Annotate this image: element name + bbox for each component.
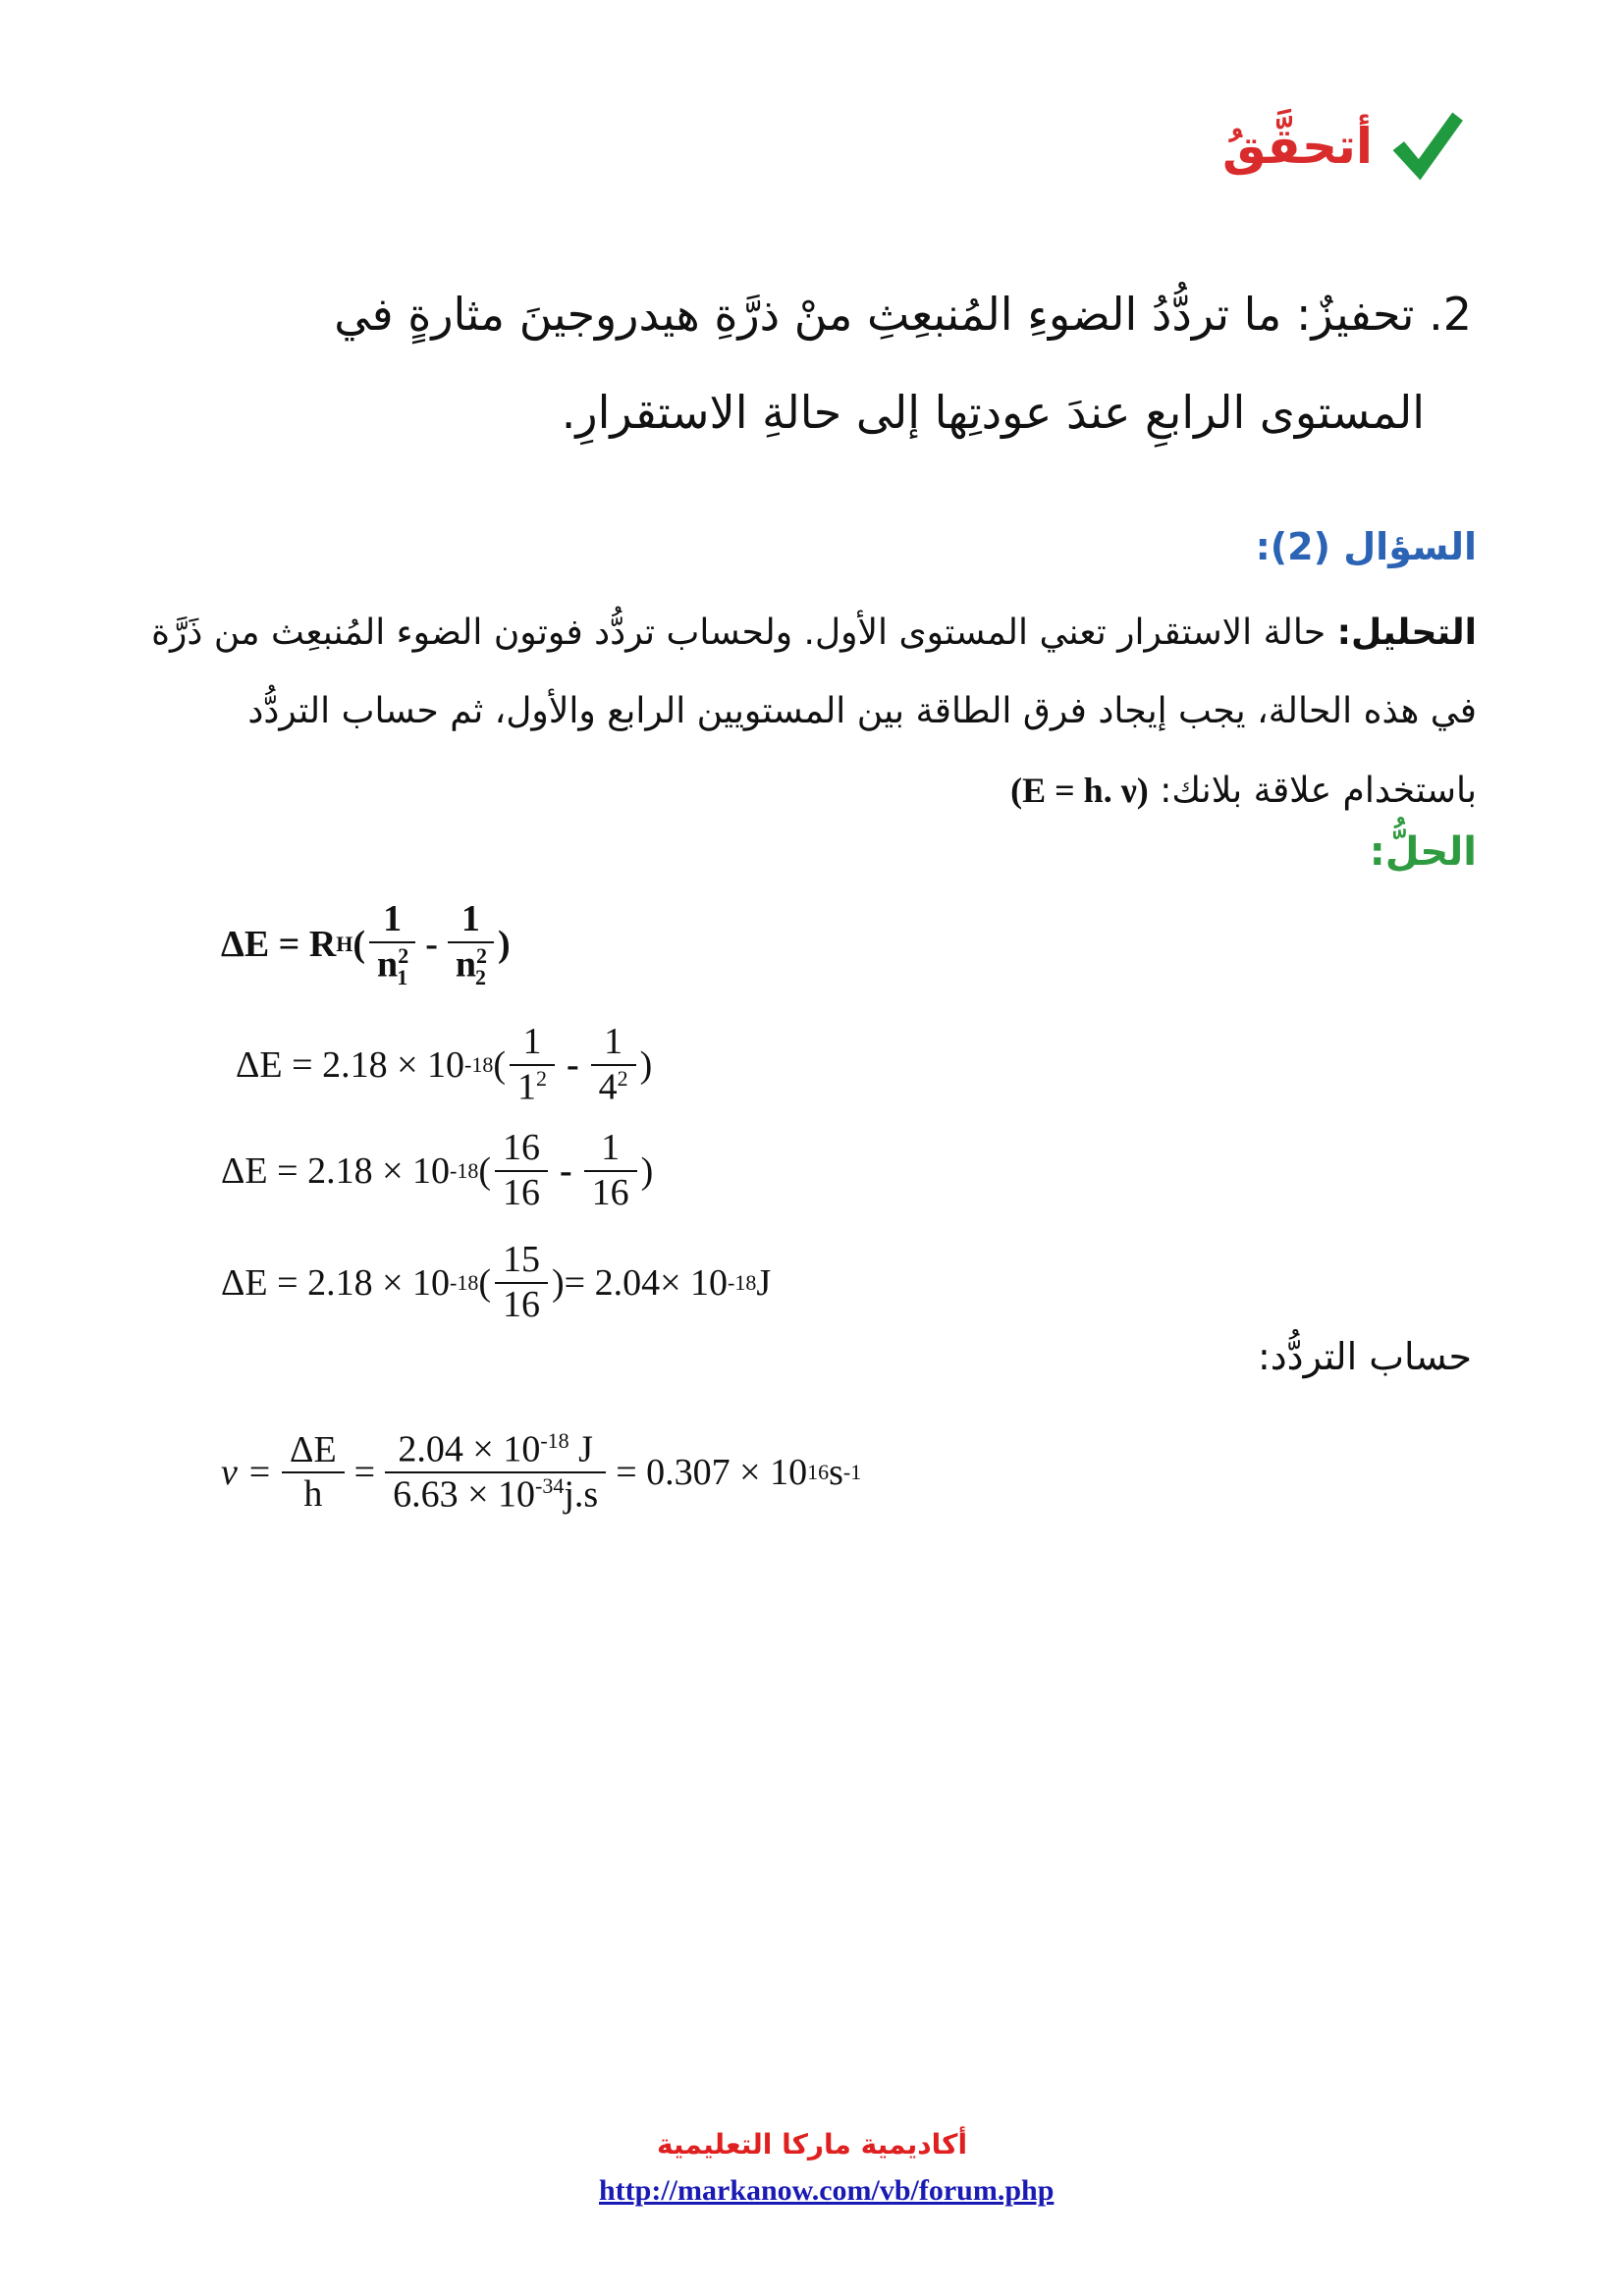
fraction-1-over-4sq: $\frac{1}{4^2}$ (591, 1021, 636, 1109)
footer-link[interactable]: http://markanow.com/vb/forum.php (599, 2174, 1055, 2207)
equation-rydberg: ΔE = R H ( $\frac{1}{n^2_1}$ - $\frac{1}{n^2_2}$ ) (221, 898, 511, 989)
equation-common-denominator: ΔE = 2.18 × 10 -18 ( $\frac{16}{16}$ - $\frac{1}{16}$ ) (221, 1127, 654, 1213)
solution-heading: الحلُّ: (1369, 829, 1477, 875)
planck-equation: (E = h. ν) (1010, 771, 1149, 810)
question-line-1: 2. تحفيزٌ: ما تردُّدُ الضوءِ المُنبعِثِ منْ ذرَّةِ هيدروجينَ مثارةٍ في (334, 288, 1472, 341)
fraction-15-over-16: $\frac{15}{16}$ (495, 1239, 548, 1326)
footer-organization: أكاديمية ماركا التعليمية (656, 2128, 968, 2161)
analysis-label: التحليل: (1336, 613, 1477, 653)
fraction-1-over-n2: $\frac{1}{n^2_2}$ (448, 898, 494, 989)
answer-heading: السؤال (2): (1255, 525, 1477, 568)
question-line-2: المستوى الرابعِ عندَ عودتِها إلى حالةِ الاستقرارِ. (561, 386, 1425, 439)
section-header (1222, 106, 1467, 187)
equation-frequency: ν = $\frac{\Delta E}{h}$ = $\frac{2.04 \times 10^{-18} J}{6.63 \times 10^{-34}j.s}$ = 0.307 × 10 16 s -1 (221, 1428, 862, 1516)
analysis-paragraph (122, 594, 1477, 830)
fraction-deltaE-over-h: $\frac{\Delta E}{h}$ (282, 1429, 345, 1517)
fraction-1-over-n1: $\frac{1}{n^2_1}$ (369, 898, 415, 989)
question-text (215, 265, 1472, 461)
fraction-1-over-1sq: $\frac{1}{1^2}$ (510, 1021, 555, 1109)
equation-energy-result: ΔE = 2.18 × 10 -18 ( $\frac{15}{16}$ ) = 2.04× 10 -18 J (221, 1239, 772, 1325)
fraction-16-over-16: $\frac{16}{16}$ (495, 1127, 548, 1214)
fraction-energy-over-planck: $\frac{2.04 \times 10^{-18} J}{6.63 \times 10^{-34}j.s}$ (385, 1428, 606, 1518)
frequency-heading: حساب التردُّد: (1257, 1335, 1472, 1378)
equation-substitution: ΔE = 2.18 × 10 -18 ( $\frac{1}{1^2}$ - $\frac{1}{4^2}$ ) (236, 1021, 653, 1108)
analysis-text: حالة الاستقرار تعني المستوى الأول. ولحساب تردُّد فوتون الضوء المُنبعِث من ذَرَّة في هذه الحالة، يجب إيجاد فرق الطاقة بين المستويين الرابع والأول، ثم حساب التردُّد باستخدام علاقة بلانك: (151, 613, 1477, 811)
green-checkmark-icon (1386, 106, 1467, 187)
section-title: أتحقَّقُ (1221, 118, 1373, 175)
fraction-1-over-16: $\frac{1}{16}$ (584, 1127, 637, 1214)
